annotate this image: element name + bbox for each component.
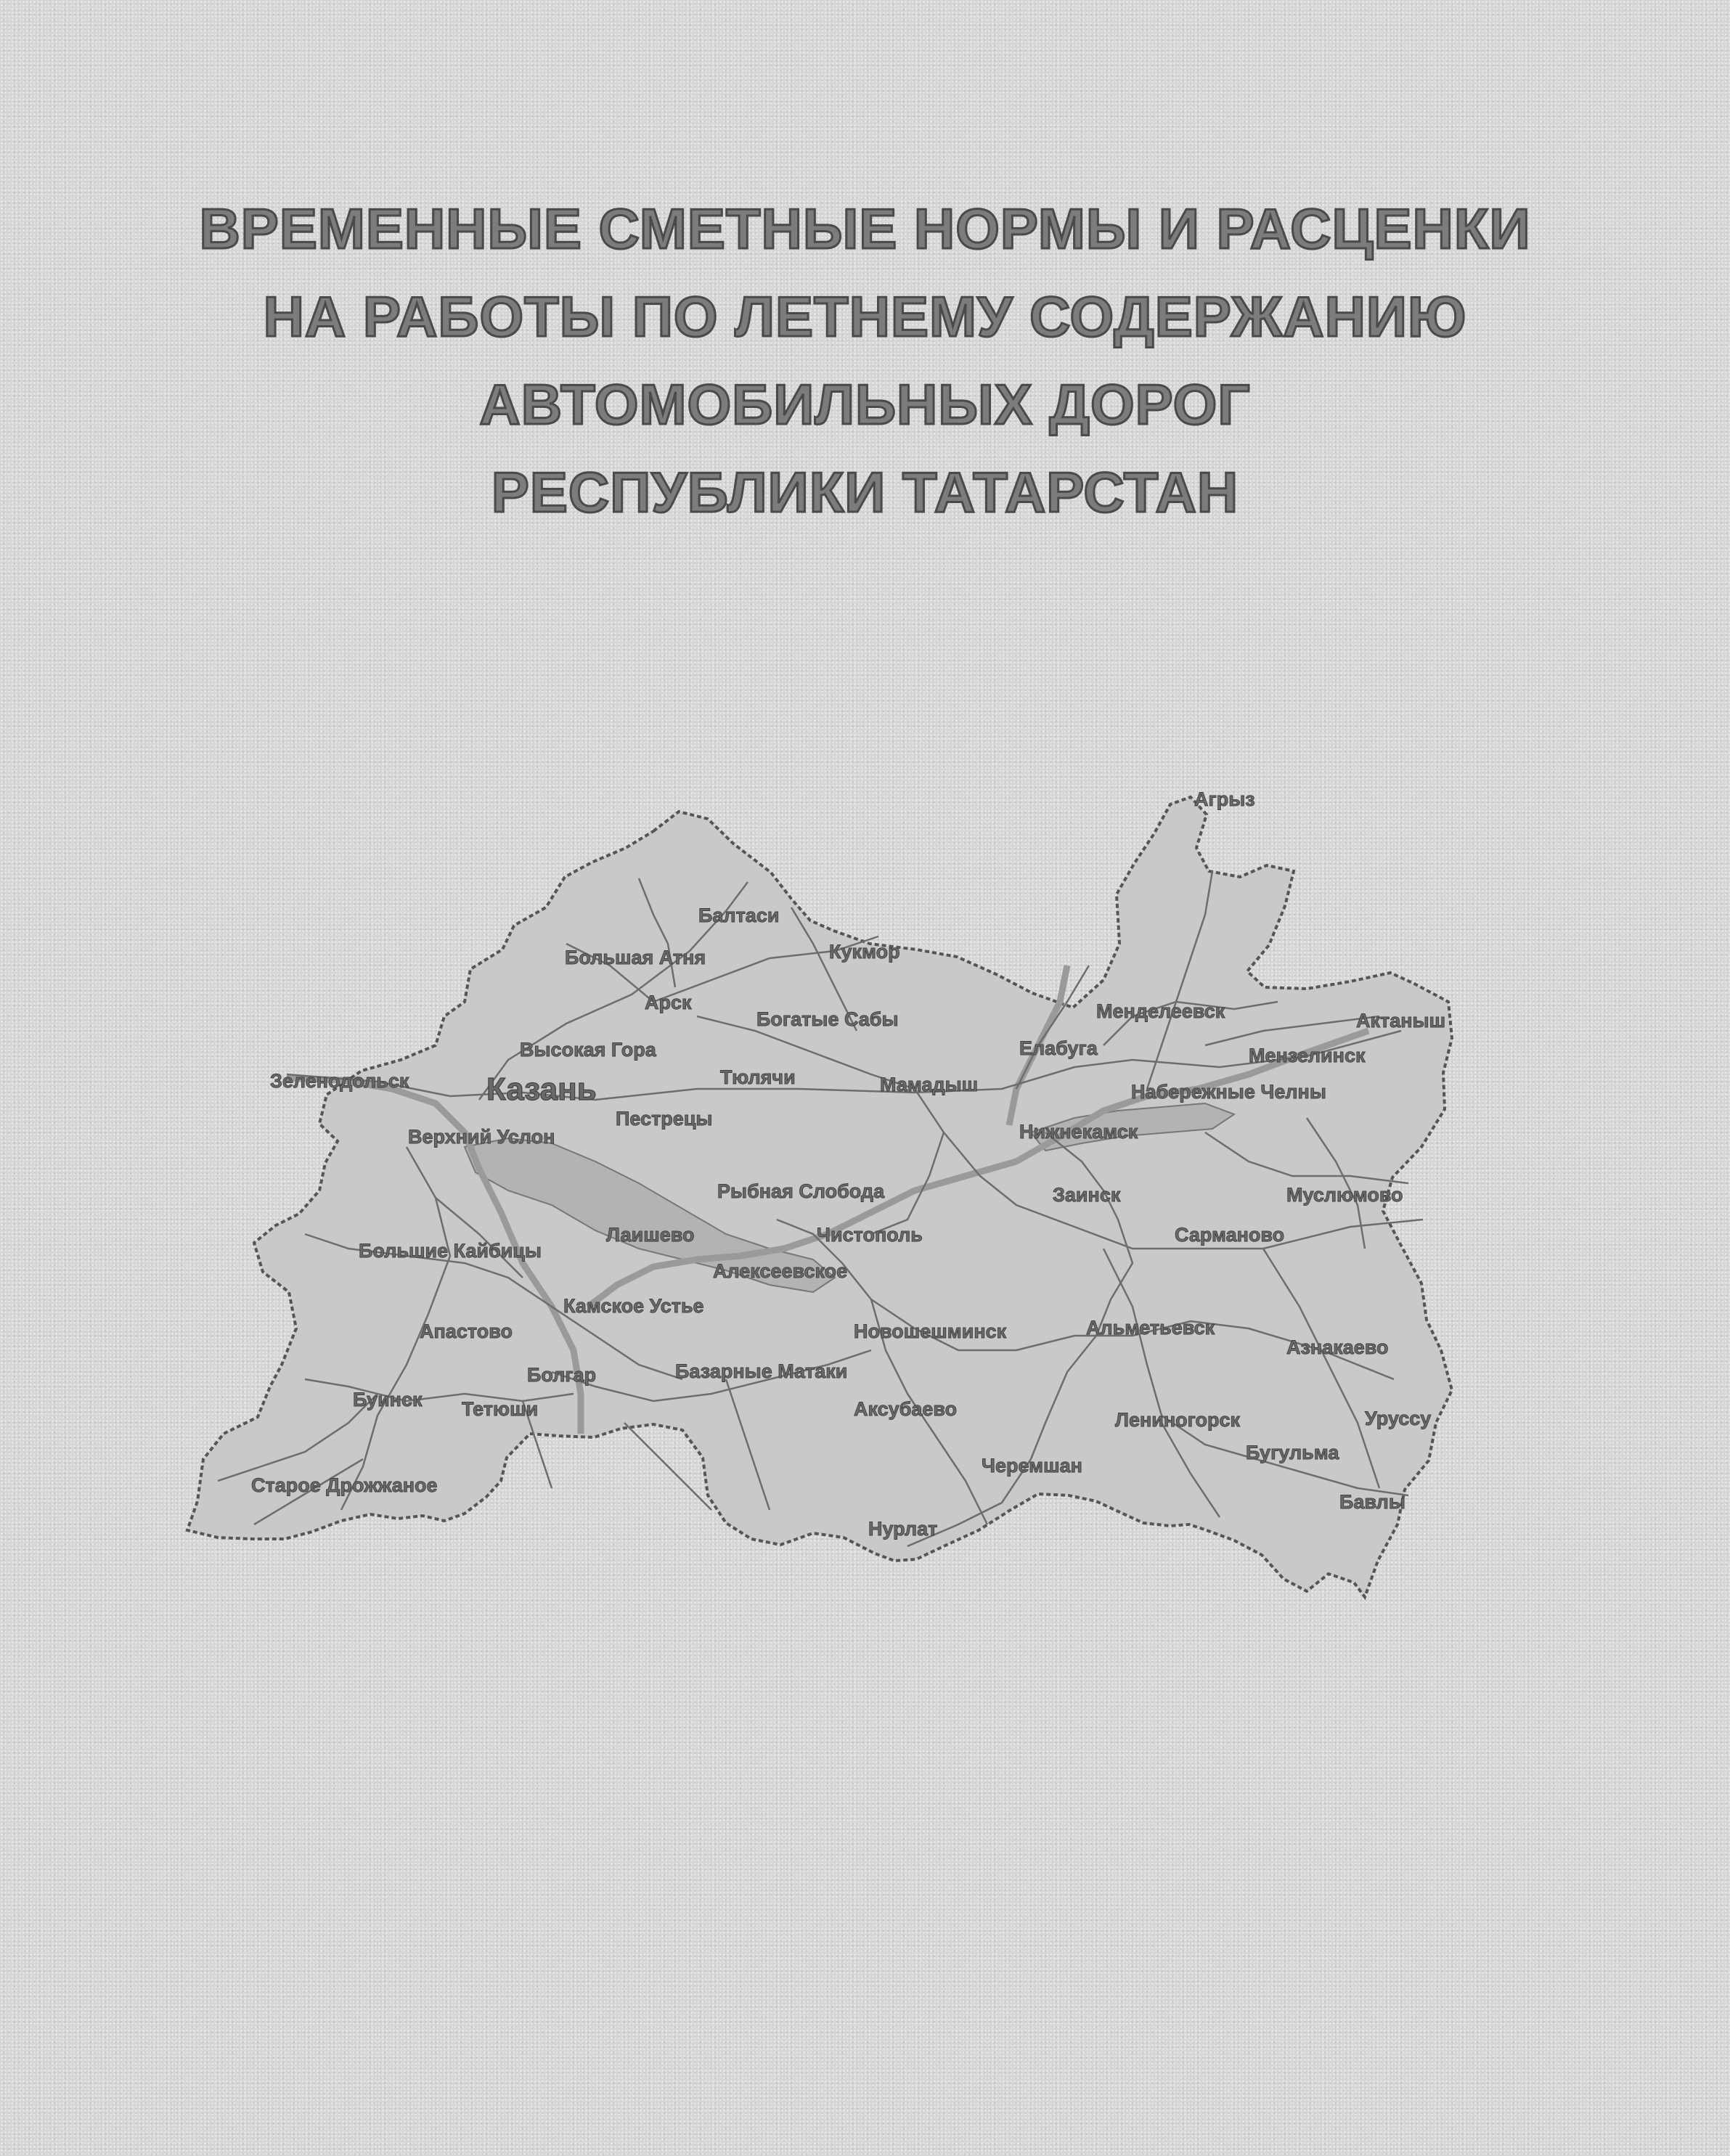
city-label-mamadysh: Мамадыш xyxy=(880,1074,979,1095)
city-label-baltasi: Балтаси xyxy=(698,905,780,926)
city-label-bogatye-saby: Богатые Сабы xyxy=(756,1008,899,1030)
city-label-nizhnekamsk: Нижнекамск xyxy=(1019,1121,1138,1143)
city-label-urussu: Уруссу xyxy=(1365,1408,1432,1429)
city-label-agryz: Агрыз xyxy=(1194,788,1255,810)
city-label-aksubaevo: Аксубаево xyxy=(854,1398,958,1420)
title-line-4: РЕСПУБЛИКИ ТАТАРСТАН xyxy=(491,460,1239,524)
title-line-1: ВРЕМЕННЫЕ СМЕТНЫЕ НОРМЫ И РАСЦЕНКИ xyxy=(199,197,1531,261)
city-label-kukmor: Кукмор xyxy=(829,941,900,963)
city-label-verkhniy-uslon: Верхний Услон xyxy=(408,1126,555,1148)
city-label-aktanysh: Актаныш xyxy=(1356,1010,1446,1032)
city-label-arsk: Арск xyxy=(645,992,692,1013)
city-label-zelenodolsk: Зеленодольск xyxy=(270,1070,409,1092)
city-label-kamskoe-ustye: Камское Устье xyxy=(563,1295,704,1317)
title-line-2: НА РАБОТЫ ПО ЛЕТНЕМУ СОДЕРЖАНИЮ xyxy=(263,285,1467,348)
city-label-elabuga: Елабуга xyxy=(1019,1037,1098,1059)
city-label-sarmanovo: Сарманово xyxy=(1175,1224,1285,1246)
city-label-laishevo: Лаишево xyxy=(606,1224,695,1246)
city-label-tetyushi: Тетюши xyxy=(462,1398,539,1420)
city-label-bavly: Бавлы xyxy=(1339,1491,1405,1513)
city-label-bolshaya-atnya: Большая Атня xyxy=(565,947,706,968)
city-label-mendeleevsk: Менделеевск xyxy=(1096,1000,1225,1022)
city-label-kazan: Казань xyxy=(486,1071,597,1107)
city-label-aznakaevo: Азнакаево xyxy=(1286,1336,1389,1358)
city-label-leninogorsk: Лениногорск xyxy=(1115,1409,1241,1431)
city-label-tyulyachi: Тюлячи xyxy=(720,1066,796,1088)
city-label-rybnaya-sloboda: Рыбная Слобода xyxy=(717,1180,885,1202)
city-label-bolgar: Болгар xyxy=(527,1364,597,1386)
city-label-novosheshminsk: Новошешминск xyxy=(854,1320,1007,1342)
city-label-muslyumovo: Муслюмово xyxy=(1286,1184,1403,1206)
city-label-pestrecy: Пестрецы xyxy=(616,1108,713,1130)
city-label-apastovo: Апастово xyxy=(420,1320,513,1342)
city-label-bolshie-kaybicy: Большие Кайбицы xyxy=(359,1240,542,1262)
city-label-bazarnye-mataki: Базарные Матаки xyxy=(675,1360,848,1382)
city-label-chistopol: Чистополь xyxy=(817,1224,923,1246)
city-label-bugulma: Бугульма xyxy=(1246,1442,1339,1463)
city-label-zainsk: Заинск xyxy=(1053,1184,1121,1206)
city-label-nurlat: Нурлат xyxy=(868,1518,938,1540)
city-label-buinsk: Буинск xyxy=(353,1389,423,1410)
city-label-alekseevskoe: Алексеевское xyxy=(713,1260,848,1282)
city-label-vysokaya-gora: Высокая Гора xyxy=(520,1039,656,1061)
city-label-naberezhnye-chelny: Набережные Челны xyxy=(1131,1081,1326,1103)
city-label-menzelinsk: Мензелинск xyxy=(1249,1045,1366,1066)
city-label-almetyevsk: Альметьевск xyxy=(1086,1317,1215,1339)
title-line-3: АВТОМОБИЛЬНЫХ ДОРОГ xyxy=(479,372,1251,436)
city-label-cheremshan: Черемшан xyxy=(982,1455,1082,1477)
city-label-staroe-drozhzhanoe: Старое Дрожжаное xyxy=(251,1474,438,1496)
